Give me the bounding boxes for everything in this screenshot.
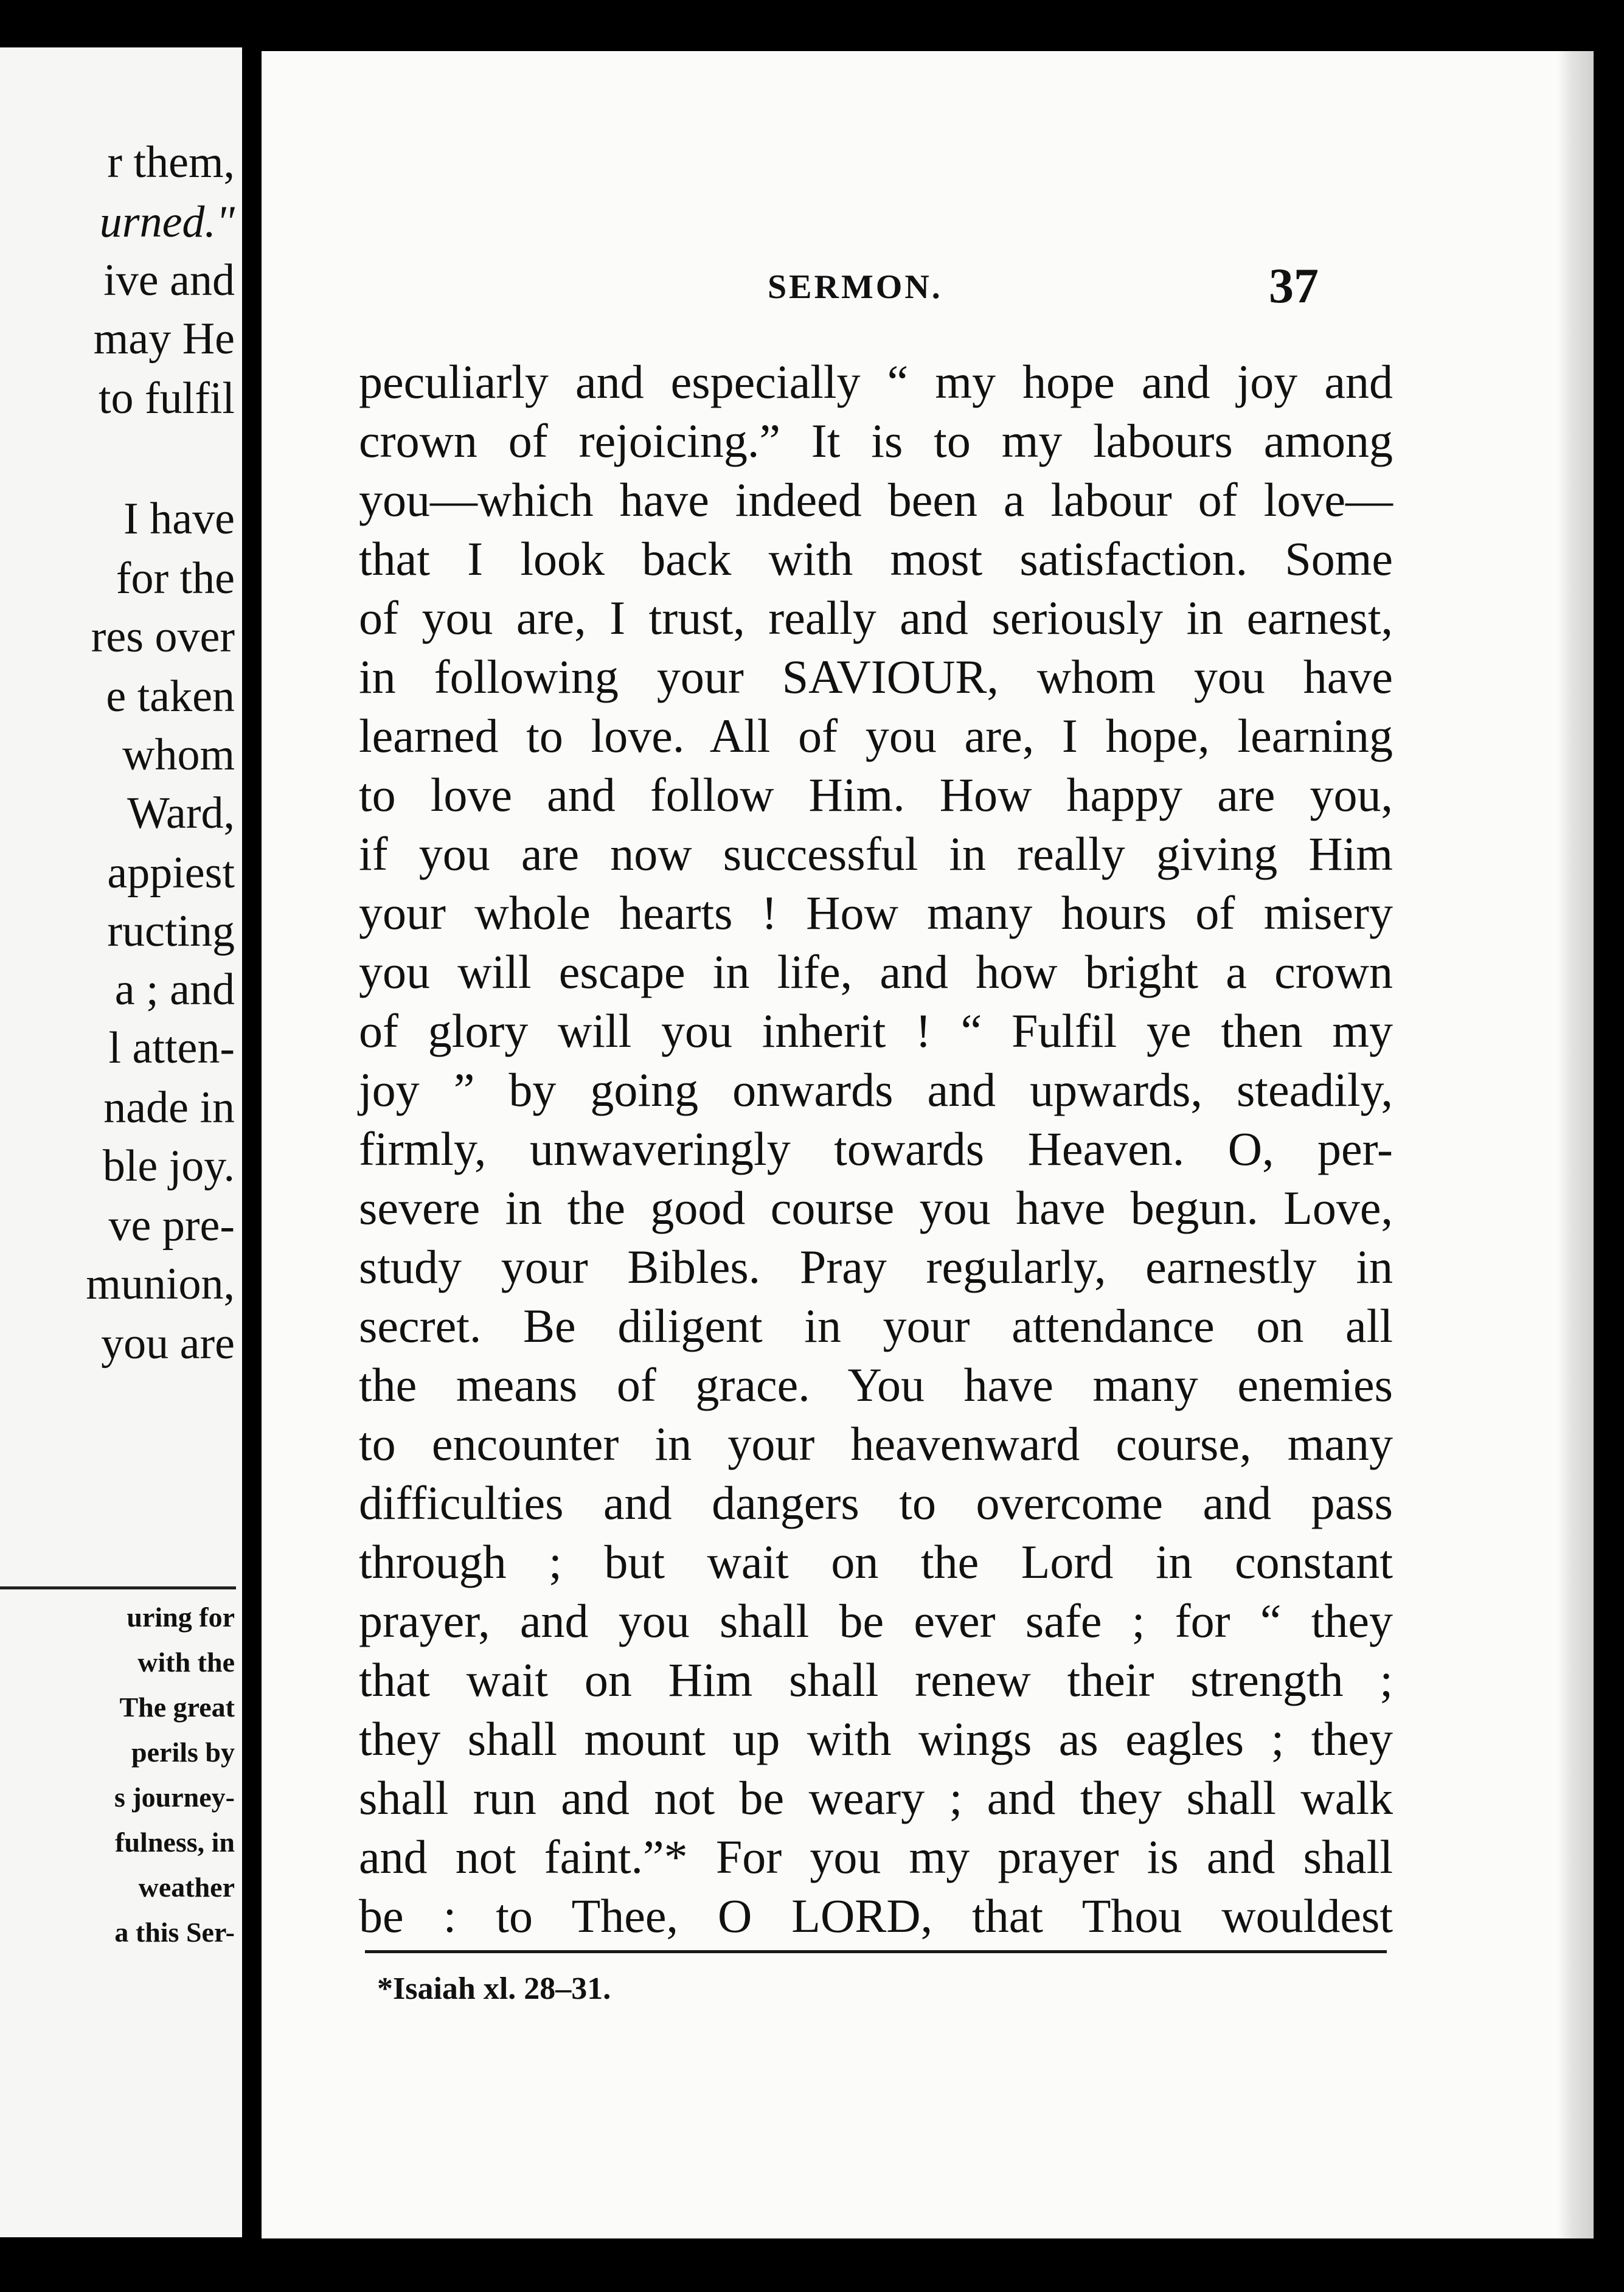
left-text-line: I have [123,494,235,544]
left-text-line: you are [101,1319,235,1369]
left-text-line: ble joy. [102,1141,235,1191]
left-text-line: whom [122,730,235,780]
left-footnote-line: a this Ser- [114,1917,235,1948]
book-gutter [242,0,262,2292]
body-text-line: joy ” by going onwards and upwards, steadily, [359,1063,1393,1116]
body-text-line: the means of grace. You have many enemies [359,1358,1393,1411]
footnote: *Isaiah xl. 28–31. [377,1971,611,2006]
body-text-line: you—which have indeed been a labour of love— [359,473,1393,526]
left-footnote-line: perils by [131,1737,235,1768]
body-text-line: of you are, I trust, really and seriously in earnest, [359,591,1393,644]
left-text-line: ve pre- [108,1201,235,1251]
left-text-line: res over [91,612,235,662]
body-text-line: and not faint.”* For you my prayer is and shall [359,1830,1393,1883]
body-text-line: your whole hearts ! How many hours of misery [359,886,1393,939]
body-text-line: peculiarly and especially “ my hope and joy and [359,355,1393,408]
left-text-line: Ward, [127,788,235,838]
body-text-line: crown of rejoicing.” It is to my labours among [359,414,1393,467]
body-text-line: they shall mount up with wings as eagles ; they [359,1712,1393,1765]
body-text-line: secret. Be diligent in your attendance on all [359,1299,1393,1352]
left-footnote-line: The great [119,1692,235,1723]
left-text-line: l atten- [108,1023,235,1073]
left-footnote-line: with the [137,1647,235,1678]
body-text-line: learned to love. All of you are, I hope, learning [359,709,1393,762]
body-text-line: severe in the good course you have begun. Love, [359,1181,1393,1234]
body-text-line: you will escape in life, and how bright a crown [359,945,1393,998]
left-footnote-line: uring for [127,1602,235,1633]
body-text-line: prayer, and you shall be ever safe ; for “ they [359,1594,1393,1647]
body-text-line: shall run and not be weary ; and they shall walk [359,1771,1393,1824]
body-text-line: that I look back with most satisfaction. Some [359,532,1393,585]
left-text-line: munion, [86,1259,235,1309]
page-edge [1557,51,1594,2241]
body-text-line: be : to Thee, O LORD, that Thou wouldest [359,1889,1393,1942]
body-text-line: that wait on Him shall renew their strength ; [359,1653,1393,1706]
left-text-line: e taken [106,672,235,721]
running-head: SERMON. [768,268,943,306]
left-facing-page [0,47,242,2237]
body-text-line: to encounter in your heavenward course, many [359,1417,1393,1470]
scan-border [0,2238,1624,2292]
left-text-line: ive and [103,255,235,305]
left-footnote-rule [0,1586,236,1589]
left-text-line: urned." [99,197,235,247]
body-text-line: study your Bibles. Pray regularly, earnestly in [359,1240,1393,1293]
left-text-line: for the [116,554,235,603]
page-number: 37 [1269,258,1319,313]
body-text-line: to love and follow Him. How happy are you, [359,768,1393,821]
left-text-line: may He [93,314,235,364]
footnote-rule [365,1950,1387,1953]
left-footnote-line: s journey- [114,1782,235,1813]
left-footnote-line: fulness, in [115,1827,235,1858]
left-text-line: appiest [107,848,235,898]
left-text-line: a ; and [114,965,235,1015]
book-page [262,51,1594,2241]
body-text-line: firmly, unwaveringly towards Heaven. O, per- [359,1122,1393,1175]
left-text-line: r them, [107,137,235,187]
body-text-line: if you are now successful in really giving Him [359,827,1393,880]
body-text-line: of glory will you inherit ! “ Fulfil ye then my [359,1004,1393,1057]
left-footnote-line: weather [138,1872,235,1903]
left-text-line: to fulfil [98,373,235,423]
body-text-line: in following your SAVIOUR, whom you have [359,650,1393,703]
left-text-line: ructing [107,906,235,956]
body-text-line: through ; but wait on the Lord in constant [359,1535,1393,1588]
left-text-line: nade in [103,1083,235,1133]
body-text-line: difficulties and dangers to overcome and pass [359,1476,1393,1529]
